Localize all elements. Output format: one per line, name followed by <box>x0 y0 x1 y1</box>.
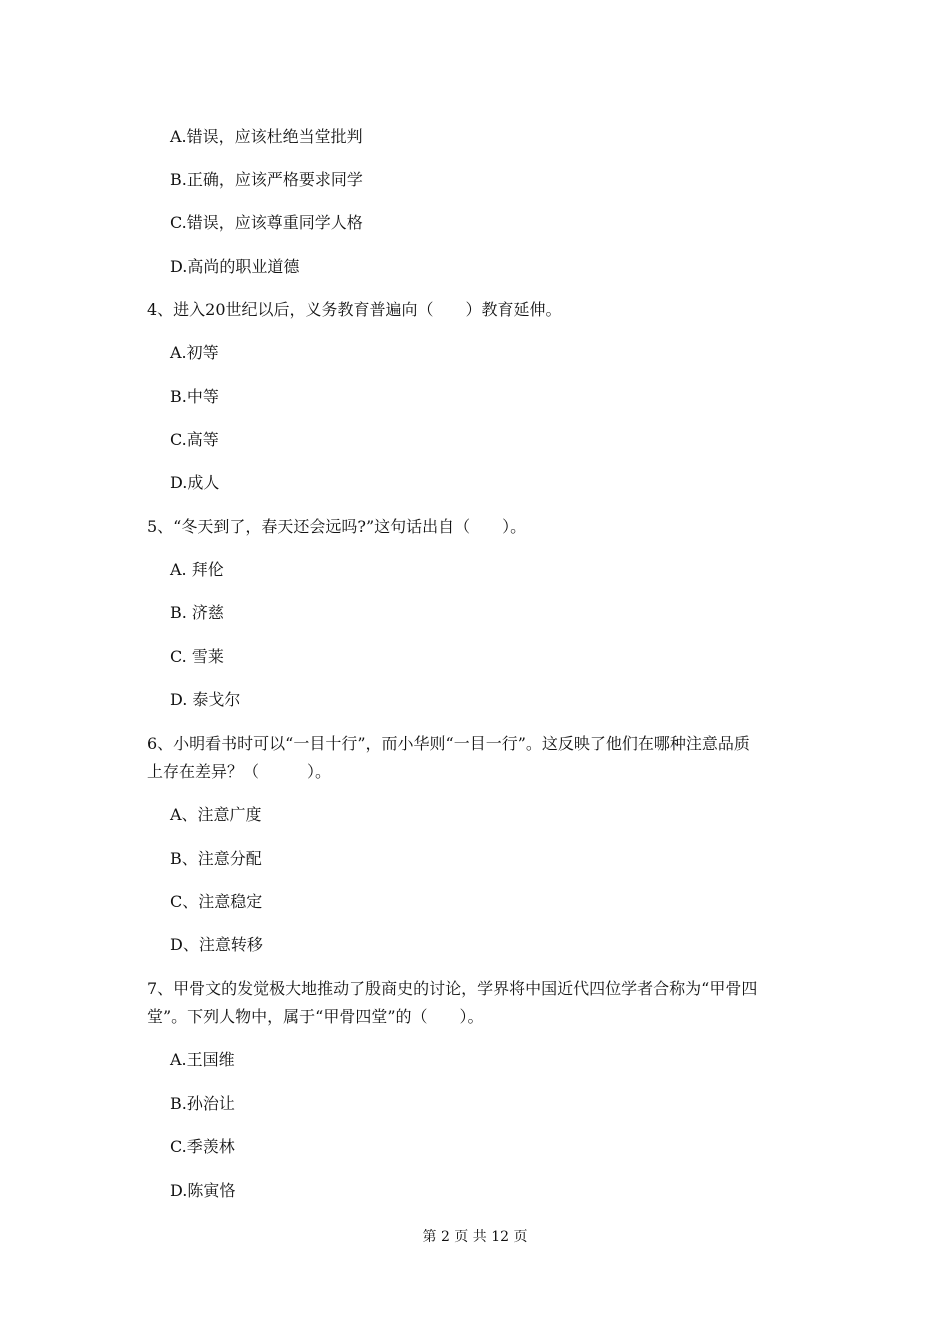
question-7-stem-line1: 7、甲骨文的发觉极大地推动了殷商史的讨论，学界将中国近代四位学者合称为“甲骨四 <box>147 979 758 998</box>
q4-option-d: D.成人 <box>170 473 220 492</box>
q5-option-b: B. 济慈 <box>170 603 224 622</box>
q7-option-c: C.季羡林 <box>170 1137 235 1156</box>
option-d: D.高尚的职业道德 <box>170 257 300 276</box>
option-b: B.正确，应该严格要求同学 <box>170 170 363 189</box>
page-footer: 第 2 页 共 12 页 <box>422 1229 528 1245</box>
q4-option-a: A.初等 <box>170 343 219 362</box>
question-7-stem-line2: 堂”。下列人物中，属于“甲骨四堂”的（ ）。 <box>147 1007 484 1026</box>
q7-option-b: B.孙治让 <box>170 1094 235 1113</box>
q5-option-a: A. 拜伦 <box>170 560 224 579</box>
option-c: C.错误，应该尊重同学人格 <box>170 213 363 232</box>
q6-option-a: A、注意广度 <box>170 805 262 824</box>
q4-option-c: C.高等 <box>170 430 219 449</box>
q6-option-d: D、注意转移 <box>170 935 263 954</box>
question-4-stem: 4、进入20世纪以后，义务教育普遍向（ ）教育延伸。 <box>147 300 562 319</box>
q5-option-c: C. 雪莱 <box>170 647 224 666</box>
question-6-stem-line2: 上存在差异？（ ）。 <box>147 762 332 781</box>
q6-option-b: B、注意分配 <box>170 849 262 868</box>
q7-option-a: A.王国维 <box>170 1050 235 1069</box>
q4-option-b: B.中等 <box>170 387 219 406</box>
q5-option-d: D. 泰戈尔 <box>170 690 241 709</box>
question-6-stem-line1: 6、小明看书时可以“一目十行”，而小华则“一目一行”。这反映了他们在哪种注意品质 <box>147 734 750 753</box>
question-5-stem: 5、“冬天到了，春天还会远吗?”这句话出自（ ）。 <box>147 517 527 536</box>
option-a: A.错误，应该杜绝当堂批判 <box>170 127 363 146</box>
q7-option-d: D.陈寅恪 <box>170 1181 236 1200</box>
q6-option-c: C、注意稳定 <box>170 892 263 911</box>
